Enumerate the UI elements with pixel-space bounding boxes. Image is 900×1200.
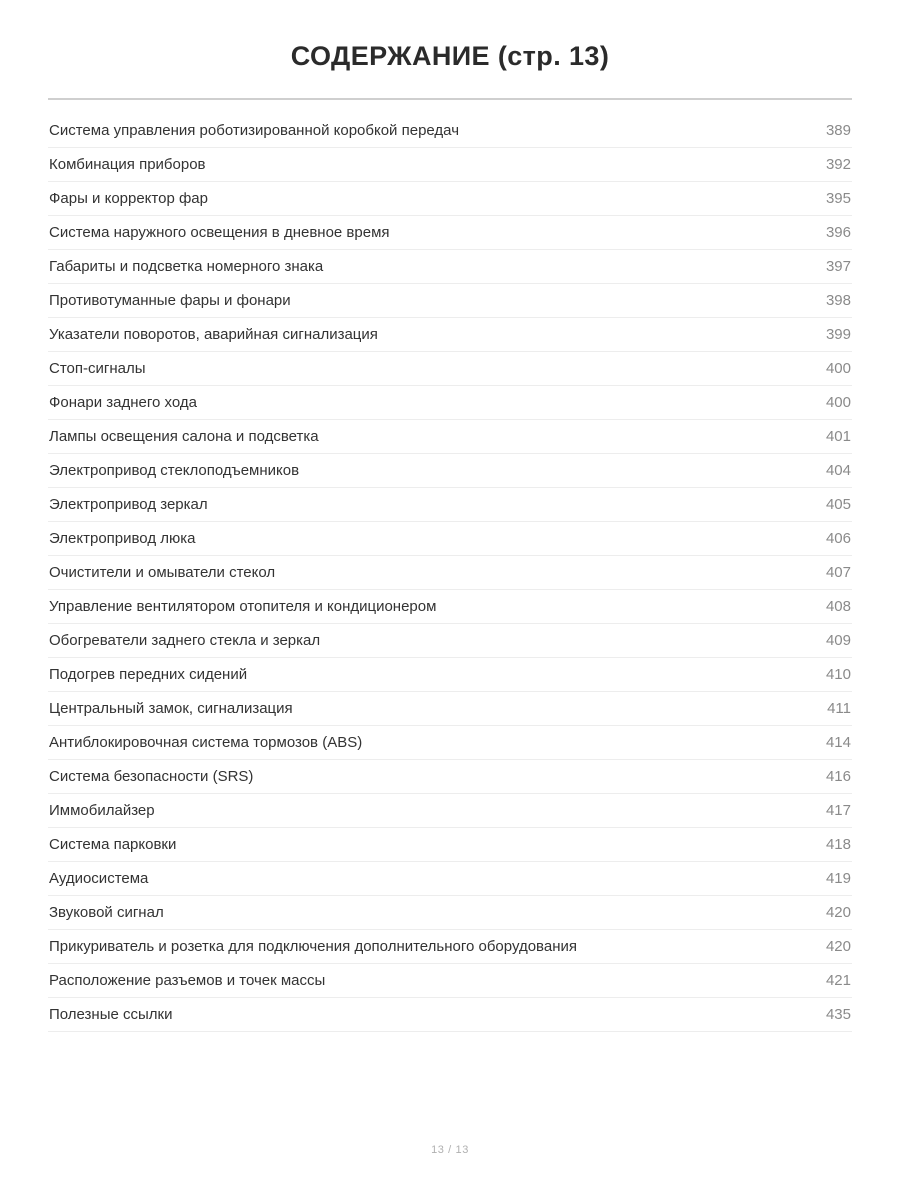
toc-entry-label: Комбинация приборов — [49, 155, 206, 173]
toc-entry-label: Система управления роботизированной коробкой передач — [49, 121, 460, 139]
toc-entry[interactable] — [48, 828, 852, 862]
toc-entry[interactable] — [48, 318, 852, 352]
toc-entry-page-number: 421 — [825, 971, 851, 989]
toc-entry-label: Обогреватели заднего стекла и зеркал — [49, 631, 321, 649]
toc-entry-page-number: 398 — [825, 291, 851, 309]
toc-entry[interactable] — [48, 964, 852, 998]
toc-entry-label: Габариты и подсветка номерного знака — [49, 257, 324, 275]
page-title: СОДЕРЖАНИЕ (стр. 13) — [290, 41, 610, 71]
toc-entry-label: Электропривод люка — [49, 529, 196, 547]
toc-entry-label: Фонари заднего хода — [49, 393, 197, 411]
toc-entry[interactable] — [48, 250, 852, 284]
toc-entry-label: Иммобилайзер — [49, 801, 155, 819]
toc-entry-page-number: 407 — [825, 563, 851, 581]
toc-entry-page-number: 400 — [825, 359, 851, 377]
table-of-contents — [48, 114, 852, 1032]
toc-entry-page-number: 414 — [825, 733, 851, 751]
toc-entry-page-number: 416 — [825, 767, 851, 785]
toc-entry[interactable] — [48, 284, 852, 318]
toc-entry-page-number: 417 — [825, 801, 851, 819]
toc-entry[interactable] — [48, 454, 852, 488]
toc-entry-page-number: 419 — [825, 869, 851, 887]
toc-entry-label: Фары и корректор фар — [49, 189, 208, 207]
toc-entry-page-number: 405 — [825, 495, 851, 513]
toc-entry[interactable] — [48, 114, 852, 148]
page-footer — [0, 1140, 900, 1200]
toc-entry-label: Прикуриватель и розетка для подключения дополнительного оборудования — [49, 937, 577, 955]
toc-entry[interactable] — [48, 488, 852, 522]
toc-entry[interactable] — [48, 896, 852, 930]
toc-entry[interactable] — [48, 420, 852, 454]
toc-entry-page-number: 408 — [825, 597, 851, 615]
toc-entry-page-number: 389 — [825, 121, 851, 139]
toc-entry-label: Центральный замок, сигнализация — [49, 699, 293, 717]
toc-entry-page-number: 418 — [825, 835, 851, 853]
toc-entry[interactable] — [48, 182, 852, 216]
toc-entry-page-number: 411 — [827, 699, 851, 717]
toc-entry-page-number: 392 — [825, 155, 851, 173]
toc-entry-page-number: 406 — [825, 529, 851, 547]
toc-entry[interactable] — [48, 862, 852, 896]
toc-entry[interactable] — [48, 692, 852, 726]
toc-entry[interactable] — [48, 522, 852, 556]
toc-entry-label: Лампы освещения салона и подсветка — [49, 427, 319, 445]
title-divider — [48, 98, 852, 100]
toc-entry-page-number: 395 — [825, 189, 851, 207]
toc-entry-label: Расположение разъемов и точек массы — [49, 971, 326, 989]
toc-entry-label: Звуковой сигнал — [49, 903, 164, 921]
toc-entry-page-number: 400 — [825, 393, 851, 411]
toc-entry-label: Стоп-сигналы — [49, 359, 146, 377]
toc-entry-page-number: 435 — [825, 1005, 851, 1023]
toc-entry-label: Подогрев передних сидений — [49, 665, 248, 683]
toc-entry-label: Антиблокировочная система тормозов (ABS) — [49, 733, 363, 751]
toc-entry-label: Указатели поворотов, аварийная сигнализация — [49, 325, 378, 343]
toc-entry-page-number: 410 — [825, 665, 851, 683]
toc-entry-page-number: 401 — [825, 427, 851, 445]
toc-entry[interactable] — [48, 658, 852, 692]
toc-entry-label: Электропривод стеклоподъемников — [49, 461, 300, 479]
toc-entry-label: Очистители и омыватели стекол — [49, 563, 276, 581]
toc-entry[interactable] — [48, 148, 852, 182]
toc-entry-label: Аудиосистема — [49, 869, 149, 887]
toc-entry-label: Система безопасности (SRS) — [49, 767, 254, 785]
toc-entry-label: Управление вентилятором отопителя и кондиционером — [49, 597, 437, 615]
toc-entry[interactable] — [48, 216, 852, 250]
toc-entry-label: Электропривод зеркал — [49, 495, 208, 513]
toc-entry-page-number: 420 — [825, 937, 851, 955]
toc-entry[interactable] — [48, 590, 852, 624]
toc-entry[interactable] — [48, 556, 852, 590]
toc-entry-label: Противотуманные фары и фонари — [49, 291, 291, 309]
toc-entry[interactable] — [48, 930, 852, 964]
toc-entry-page-number: 399 — [825, 325, 851, 343]
toc-entry[interactable] — [48, 794, 852, 828]
footer-page-indicator: 13 / 13 — [431, 1144, 469, 1156]
toc-entry-label: Система парковки — [49, 835, 177, 853]
toc-entry-page-number: 404 — [825, 461, 851, 479]
toc-entry-page-number: 397 — [825, 257, 851, 275]
toc-entry[interactable] — [48, 726, 852, 760]
toc-entry-label: Система наружного освещения в дневное время — [49, 223, 390, 241]
toc-entry[interactable] — [48, 998, 852, 1032]
toc-entry-page-number: 396 — [825, 223, 851, 241]
toc-entry-page-number: 409 — [825, 631, 851, 649]
toc-entry[interactable] — [48, 386, 852, 420]
toc-entry-page-number: 420 — [825, 903, 851, 921]
toc-entry[interactable] — [48, 352, 852, 386]
toc-entry[interactable] — [48, 760, 852, 794]
toc-entry-label: Полезные ссылки — [49, 1005, 173, 1023]
toc-entry[interactable] — [48, 624, 852, 658]
